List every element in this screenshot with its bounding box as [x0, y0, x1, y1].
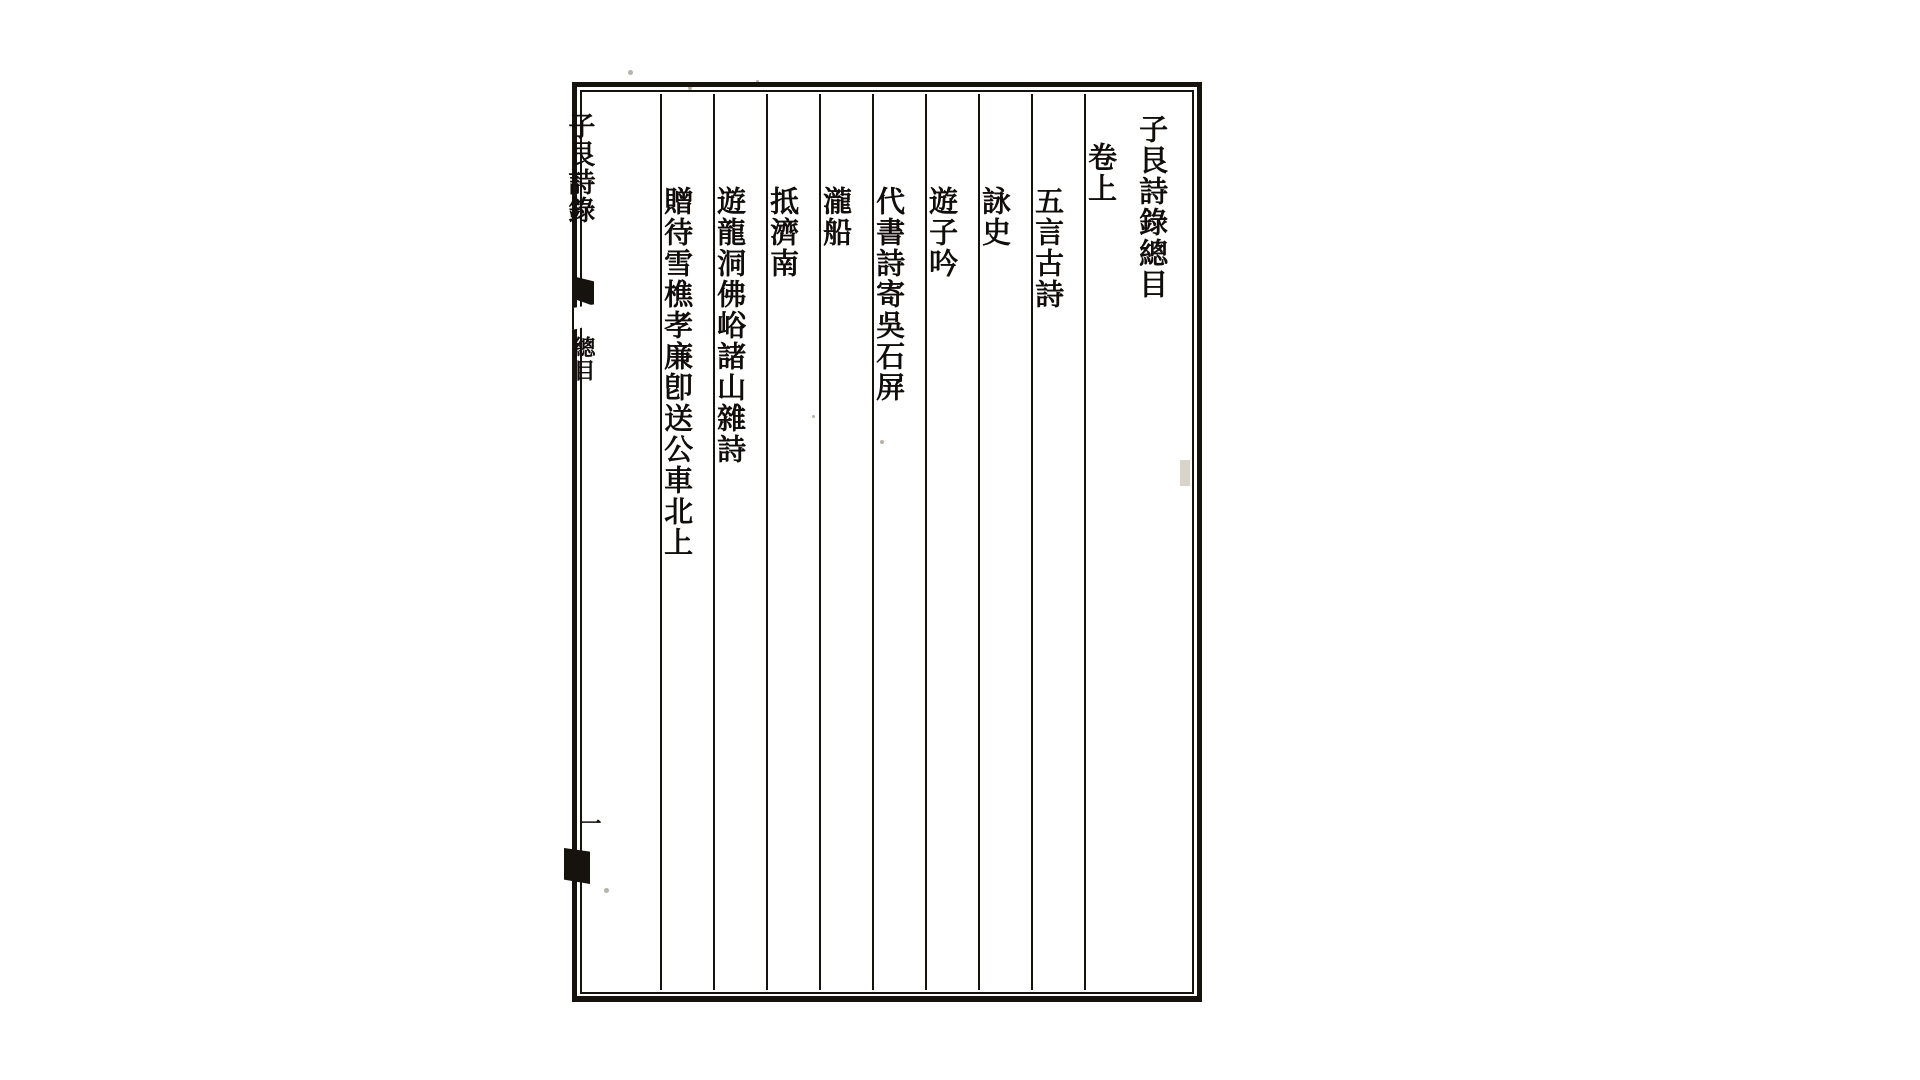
fish-tail-mark-lower-icon: [572, 304, 596, 330]
toc-entry: 瀧船: [819, 186, 854, 248]
column-entry-6: [713, 94, 766, 990]
toc-entry: 抵濟南: [766, 186, 801, 279]
column-entry-3: [872, 94, 925, 990]
toc-entry: 遊龍洞佛峪諸山雜詩: [713, 186, 748, 465]
column-entry-2: [925, 94, 978, 990]
column-entry-5: [766, 94, 819, 990]
spine-book-title: 子艮詩錄: [563, 112, 595, 224]
toc-entry: 贈待雪樵孝廉卽送公車北上: [660, 186, 695, 558]
toc-entry: 詠史: [978, 186, 1013, 248]
spine-section: 總目: [570, 336, 596, 382]
volume-label: 卷上: [1084, 142, 1119, 204]
column-title: [1137, 94, 1190, 990]
banxin-spine: [558, 90, 612, 994]
toc-entry: 代書詩寄吳石屏: [872, 186, 907, 403]
document-title: 子艮詩錄總目: [1135, 114, 1170, 300]
column-entry-4: [819, 94, 872, 990]
column-section-heading: [1031, 94, 1084, 990]
column-entry-7: [660, 94, 713, 990]
spine-bottom-mark-icon: [564, 848, 590, 884]
column-entry-1: [978, 94, 1031, 990]
toc-entry: 遊子吟: [925, 186, 960, 279]
column-volume-label: [1084, 94, 1137, 990]
scanned-page: [560, 60, 1220, 1000]
fish-tail-mark-icon: [572, 276, 594, 306]
text-columns: [584, 94, 1190, 990]
section-heading: 五言古詩: [1031, 186, 1066, 310]
spine-folio-number: 一: [576, 812, 602, 834]
